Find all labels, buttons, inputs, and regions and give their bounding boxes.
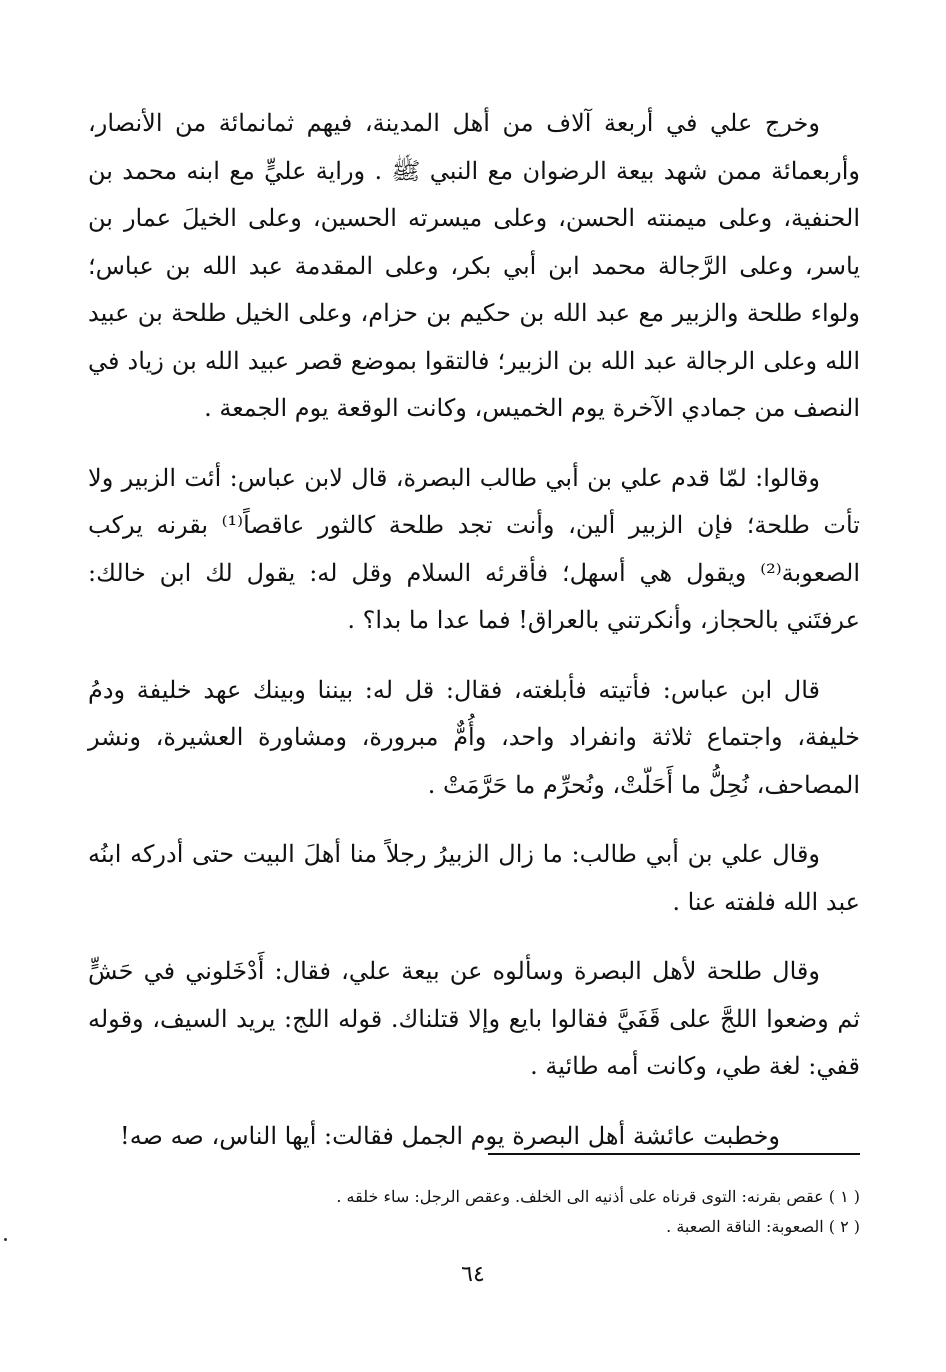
- main-text: [88, 100, 860, 1182]
- scan-speck: [4, 1238, 7, 1241]
- paragraph-4: وقال علي بن أبي طالب: ما زال الزبيرُ رجلاً منا أهلَ البيت حتى أدركه ابنُه عبد الله فلفته عنا .: [88, 840, 860, 916]
- footnotes: [88, 1182, 860, 1242]
- paragraph-3: قال ابن عباس: فأتيته فأبلغته، فقال: قل له: بيننا وبينك عهد خليفة ودمُ خليفة، واجتماع ثلاثة وانفراد واحد، وأُمٌّ مبرورة، ومشاورة العشيرة، ونشر المصاحف، نُحِلُّ ما أَحَلّتْ، ونُحرِّم ما حَرَّمَتْ .: [88, 675, 861, 799]
- footnote-separator: [488, 1153, 860, 1155]
- footnote-1: ( ١ ) عقص بقرنه: التوى قرناه على أذنيه الى الخلف. وعقص الرجل: ساء خلقه .: [336, 1187, 860, 1206]
- paragraph-5: وقال طلحة لأهل البصرة وسألوه عن بيعة علي، فقال: أَدْخَلوني في حَشٍّ ثم وضعوا اللجَّ على قَفَيَّ فقالوا بايع وإلا قتلناك. قوله اللج: يريد السيف، وقوله قفي: لغة طي، وكانت أمه طائية .: [88, 957, 860, 1080]
- paragraph-1: وخرج علي في أربعة آلاف من أهل المدينة، فيهم ثمانمائة من الأنصار، وأربعمائة ممن شهد بيعة الرضوان مع النبي ﷺ . وراية عليٍّ مع ابنه محمد بن الحنفية، وعلى ميمنته الحسن، وعلى ميسرته الحسين، وعلى الخيلَ عمار بن ياسر، وعلى الرَّجالة محمد ابن أبي بكر، وعلى المقدمة عبد الله بن عباس؛ ولواء طلحة والزبير مع عبد الله بن حكيم بن حزام، وعلى الخيل طلحة بن عبيد الله وعلى الرجالة عبد الله بن الزبير؛ فالتقوا بموضع قصر عبيد الله بن زياد في النصف من جمادي الآخرة يوم الخميس، وكانت الوقعة يوم الجمعة .: [88, 109, 860, 422]
- paragraph-2: وقالوا: لمّا قدم علي بن أبي طالب البصرة، قال لابن عباس: أئت الزبير ولا تأت طلحة؛ فإن الزبير ألين، وأنت تجد طلحة كالثور عاقصاً⁽¹⁾ بقرنه يركب الصعوبة⁽²⁾ ويقول هي أسهل؛ فأقرئه السلام وقل له: يقول لك ابن خالك: عرفتَني بالحجاز، وأنكرتني بالعراق! فما عدا ما بدا؟ .: [88, 463, 860, 634]
- footnote-2: ( ٢ ) الصعوبة: الناقة الصعبة .: [666, 1217, 860, 1236]
- page-number: ٦٤: [461, 1262, 485, 1287]
- paragraph-6: وخطبت عائشة أهل البصرة يوم الجمل فقالت: أيها الناس، صه صه!: [120, 1121, 780, 1150]
